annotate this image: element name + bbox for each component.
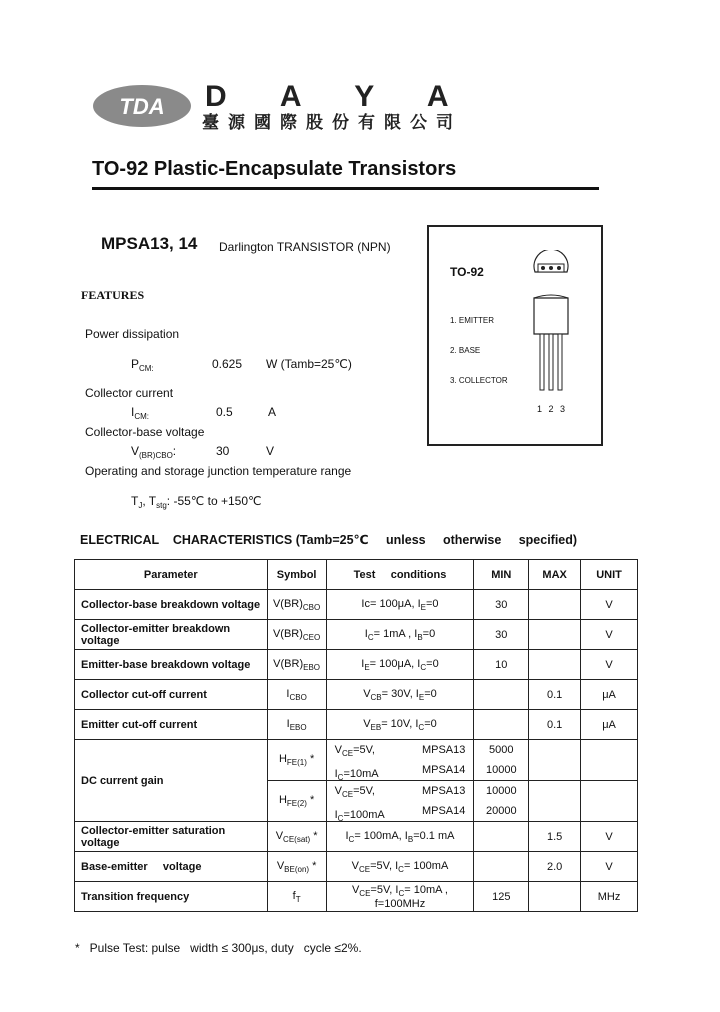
condition-cell: $V_{CE}=5V$, $I_C=10mA$ MPSA13 MPSA14 [326, 740, 474, 781]
device-label: MPSA14 [421, 764, 466, 776]
symbol-cell: $V(BR)_{EBO}$ [267, 650, 326, 680]
company-name-chinese: 臺源國際股份有限公司 [202, 113, 462, 133]
table-row [75, 882, 638, 912]
table-row [75, 680, 638, 710]
symbol-cell: $I_{EBO}$ [267, 710, 326, 740]
unit-cell: V [581, 590, 638, 620]
pulse-test-footnote: * Pulse Test: pulse width ≤ 300μs, duty cycle ≤2%. [75, 941, 362, 955]
symbol-cell: $V_{BE(on)}$ * [267, 852, 326, 882]
table-row [75, 620, 638, 650]
unit-cell: V [581, 650, 638, 680]
unit-cell: μA [581, 680, 638, 710]
symbol-cell: $H_{FE(2)}$ * [267, 781, 326, 822]
symbol-cell: $V(BR)_{CBO}$ [267, 590, 326, 620]
condition-cell: $I_C= 100mA$, $I_B=0.1$ mA [326, 822, 474, 852]
condition-cell: $V_{EB}= 10V$, $I_C=0$ [326, 710, 474, 740]
unit-cell: μA [581, 710, 638, 740]
icm-value: 0.5 [216, 405, 233, 419]
pin-numbers: 1 2 3 [537, 404, 568, 414]
table-row [75, 710, 638, 740]
header-max: MAX [529, 560, 581, 590]
vcbo-unit: V [266, 444, 275, 458]
unit-cell: MHz [581, 882, 638, 912]
table-row [75, 740, 638, 781]
condition-cell: $V_{CE}=5V$, $I_C= 100mA$ [326, 852, 474, 882]
min-cell [474, 710, 529, 740]
max-cell [529, 740, 581, 781]
pcm-symbol: $P_{CM:}$ [131, 357, 154, 373]
max-cell [529, 781, 581, 822]
unit-cell: V [581, 852, 638, 882]
pcm-value: 0.625 [212, 357, 243, 371]
device-label: MPSA14 [421, 805, 466, 817]
min-cell [474, 680, 529, 710]
symbol-cell: $f_T$ [267, 882, 326, 912]
vcbo-value: 30 [216, 444, 230, 458]
max-cell: 0.1 [529, 680, 581, 710]
device-label: MPSA13 [421, 785, 466, 797]
table-row [75, 650, 638, 680]
unit-cell [581, 781, 638, 822]
vcbo-symbol: $V_{(BR)CBO}$: [131, 444, 177, 460]
table-row [75, 590, 638, 620]
min-cell: 125 [474, 882, 529, 912]
param-cell: Emitter-base breakdown voltage [75, 650, 268, 680]
table-header-row [75, 560, 638, 590]
symbol-cell: $V(BR)_{CEO}$ [267, 620, 326, 650]
max-cell: 0.1 [529, 710, 581, 740]
condition-cell: $V_{CE}=5V$, $I_C=100mA$ MPSA13 MPSA14 [326, 781, 474, 822]
symbol-cell: $H_{FE(1)}$ * [267, 740, 326, 781]
param-cell: DC current gain [75, 740, 268, 822]
max-cell [529, 650, 581, 680]
max-cell [529, 882, 581, 912]
max-cell [529, 590, 581, 620]
condition-cell: $I_E= 100\mu A$, $I_C=0$ [326, 650, 474, 680]
header-parameter: Parameter [75, 560, 268, 590]
company-name: D A Y A [205, 80, 472, 113]
package-diagram-box [427, 225, 603, 446]
condition-cell: $V_{CE}=5V$, $I_C= 10mA$ , f=100MHz [326, 882, 474, 912]
param-cell: Collector-base breakdown voltage [75, 590, 268, 620]
param-cell: Collector-emitter breakdown voltage [75, 620, 268, 650]
package-name: TO-92 [450, 265, 484, 279]
icm-symbol: $I_{CM:}$ [131, 405, 150, 421]
pin2-label: 2. BASE [450, 346, 481, 355]
unit-cell: V [581, 620, 638, 650]
param-cell: Collector cut-off current [75, 680, 268, 710]
symbol-cell: $V_{CE(sat)}$ * [267, 822, 326, 852]
pcm-unit: W (Tamb=25℃) [266, 357, 352, 371]
max-cell [529, 620, 581, 650]
header-conditions: Test conditions [326, 560, 474, 590]
company-logo [92, 84, 192, 128]
max-cell: 2.0 [529, 852, 581, 882]
header-symbol: Symbol [267, 560, 326, 590]
min-cell: 10000 20000 [474, 781, 529, 822]
max-cell: 1.5 [529, 822, 581, 852]
table-row [75, 852, 638, 882]
logo-mark-text: TDA [119, 94, 165, 119]
unit-cell [581, 740, 638, 781]
condition-cell: $V_{CB}= 30V$, $I_E=0$ [326, 680, 474, 710]
header-min: MIN [474, 560, 529, 590]
min-cell: 5000 10000 [474, 740, 529, 781]
param-cell: Transition frequency [75, 882, 268, 912]
title-divider [92, 187, 599, 190]
param-cell: Base-emitter voltage [75, 852, 268, 882]
electrical-characteristics-table [74, 559, 638, 912]
table-row [75, 822, 638, 852]
pin3-label: 3. COLLECTOR [450, 376, 508, 385]
unit-cell: V [581, 822, 638, 852]
temp-range-value: $T_J$, $T_{stg}$: -55℃ to +150℃ [131, 494, 262, 510]
param-cell: Collector-emitter saturation voltage [75, 822, 268, 852]
condition-cell: Ic= 100μA, $I_E=0$ [326, 590, 474, 620]
condition-cell: $I_C= 1mA$ , $I_B=0$ [326, 620, 474, 650]
symbol-cell: $I_{CBO}$ [267, 680, 326, 710]
collector-current-label: Collector current [85, 386, 174, 400]
pin1-label: 1. EMITTER [450, 316, 495, 325]
electrical-heading: ELECTRICAL CHARACTERISTICS (Tamb=25℃ unless otherwise specified) [80, 533, 578, 547]
features-heading: FEATURES [81, 288, 145, 302]
part-number: MPSA13, 14 [101, 234, 198, 253]
power-dissipation-label: Power dissipation [85, 327, 180, 341]
icm-unit: A [268, 405, 277, 419]
to92-package-icon [525, 250, 575, 400]
device-label: MPSA13 [421, 744, 466, 756]
param-cell: Emitter cut-off current [75, 710, 268, 740]
cb-voltage-label: Collector-base voltage [85, 425, 205, 439]
min-cell [474, 822, 529, 852]
min-cell: 10 [474, 650, 529, 680]
header-unit: UNIT [581, 560, 638, 590]
part-description: Darlington TRANSISTOR (NPN) [219, 240, 391, 254]
min-cell: 30 [474, 620, 529, 650]
min-cell: 30 [474, 590, 529, 620]
document-title: TO-92 Plastic-Encapsulate Transistors [92, 158, 457, 180]
temp-range-label: Operating and storage junction temperature range [85, 464, 352, 478]
min-cell [474, 852, 529, 882]
